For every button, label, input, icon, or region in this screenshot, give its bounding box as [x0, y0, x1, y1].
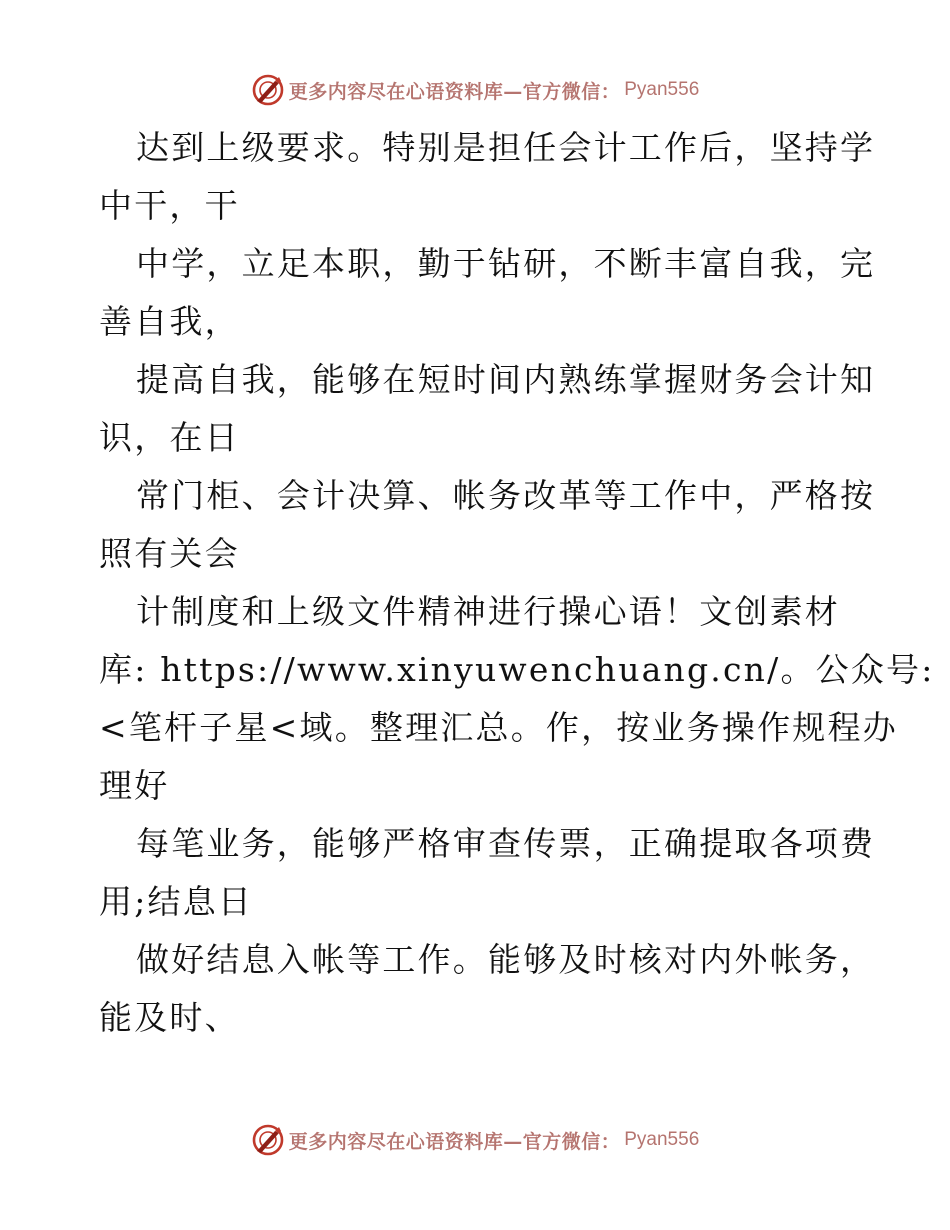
text-line: 做好结息入帐等工作。能够及时核对内外帐务，	[136, 940, 876, 979]
text-line: <笔杆子星<域。整理汇总。作，按业务操作规程办	[99, 708, 898, 747]
header-banner	[0, 70, 950, 110]
pen-logo-icon	[251, 73, 285, 107]
text-line: 能及时、	[99, 998, 240, 1037]
text-line: 中学，立足本职，勤于钻研，不断丰富自我，完	[136, 244, 876, 283]
text-line: 计制度和上级文件精神进行操心语！文创素材	[136, 592, 840, 631]
header-banner-text: 更多内容尽在心语资料库—官方微信：	[288, 80, 621, 103]
text-line: 理好	[99, 766, 170, 805]
text-line: 常门柜、会计决算、帐务改革等工作中，严格按	[136, 476, 876, 515]
text-line: 达到上级要求。特别是担任会计工作后，坚持学	[136, 128, 876, 167]
text-line: 库: https://www.xinyuwenchuang.cn/。公众号:	[99, 650, 935, 689]
footer-banner-text: 更多内容尽在心语资料库—官方微信：	[288, 1130, 621, 1153]
document-body	[99, 119, 935, 1047]
text-line: 用;结息日	[99, 882, 254, 921]
header-banner-wechat-id: Pyan556	[624, 79, 700, 100]
footer-banner	[0, 1120, 950, 1160]
header-banner-content	[251, 73, 700, 107]
footer-banner-wechat-id: Pyan556	[624, 1129, 700, 1150]
text-line: 善自我，	[99, 302, 240, 341]
text-line: 提高自我，能够在短时间内熟练掌握财务会计知	[136, 360, 876, 399]
text-line: 照有关会	[99, 534, 240, 573]
text-line: 识，在日	[99, 418, 240, 457]
footer-banner-content	[251, 1123, 700, 1157]
text-line: 中干，干	[99, 186, 240, 225]
pen-logo-icon	[251, 1123, 285, 1157]
text-line: 每笔业务，能够严格审查传票，正确提取各项费	[136, 824, 876, 863]
